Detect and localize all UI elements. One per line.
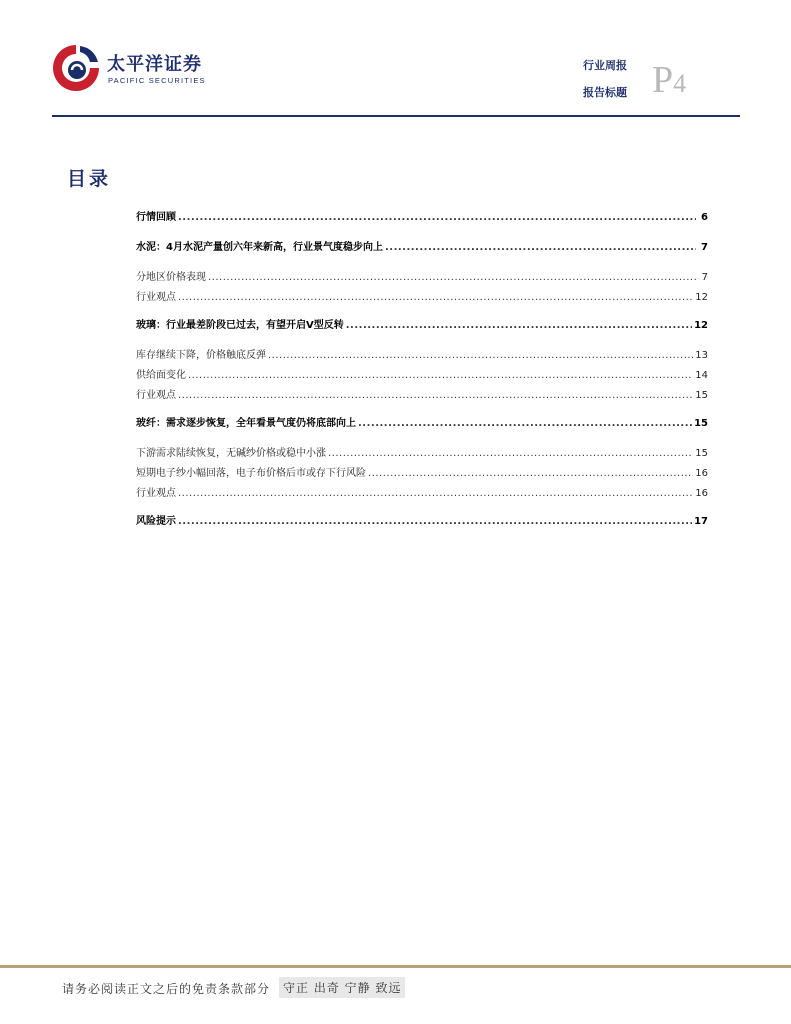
toc-entry-title: 风险提示 — [136, 516, 176, 527]
logo-chinese-name: 太平洋证券 — [107, 54, 202, 75]
toc-entry-title: 行业观点 — [136, 488, 176, 499]
toc-entry-title: 分地区价格表现 — [136, 272, 206, 283]
pacific-securities-emblem-icon — [50, 42, 102, 94]
toc-leader-dots — [178, 488, 693, 499]
header-divider — [52, 115, 740, 117]
toc-leader-dots — [358, 418, 692, 429]
toc-leader-dots — [346, 320, 692, 331]
toc-entry-title: 玻纤：需求逐步恢复，全年看景气度仍将底部向上 — [136, 418, 356, 429]
toc-leader-dots — [368, 468, 693, 479]
toc-leader-dots — [178, 292, 693, 303]
toc-leader-dots — [178, 516, 692, 527]
toc-entry-title: 玻璃：行业最差阶段已过去，有望开启V型反转 — [136, 320, 344, 331]
toc-entry-page: 13 — [695, 350, 708, 361]
toc-entry[interactable] — [136, 208, 708, 230]
toc-entry-page: 12 — [694, 320, 708, 331]
toc-entry-page: 15 — [694, 418, 708, 429]
toc-entry-page: 6 — [701, 212, 708, 223]
toc-entry-title: 水泥：4月水泥产量创六年来新高，行业景气度稳步向上 — [136, 242, 383, 253]
logo-english-name: PACIFIC SECURITIES — [108, 76, 206, 85]
toc-entry-title: 下游需求陆续恢复，无碱纱价格或稳中小涨 — [136, 448, 326, 459]
toc-entry[interactable] — [136, 238, 708, 260]
toc-entry[interactable] — [136, 512, 708, 534]
toc-entry[interactable] — [136, 484, 708, 504]
toc-entry-title: 行业观点 — [136, 390, 176, 401]
toc-entry[interactable] — [136, 464, 708, 484]
toc-entry[interactable] — [136, 414, 708, 436]
toc-entry-page: 17 — [694, 516, 708, 527]
toc-entry[interactable] — [136, 366, 708, 386]
toc-entry[interactable] — [136, 288, 708, 308]
toc-leader-dots — [268, 350, 693, 361]
company-logo — [50, 42, 220, 94]
report-type: 行业周报 — [583, 59, 627, 72]
toc-leader-dots — [188, 370, 693, 381]
page-number: 4 — [673, 69, 687, 98]
toc-entry[interactable] — [136, 316, 708, 338]
toc-entry-page: 15 — [695, 390, 708, 401]
toc-leader-dots — [208, 272, 696, 283]
toc-entry-page: 16 — [695, 468, 708, 479]
report-title: 报告标题 — [583, 86, 627, 99]
toc-heading: 目录 — [67, 168, 112, 190]
table-of-contents — [136, 208, 708, 534]
toc-entry-page: 12 — [695, 292, 708, 303]
footer-motto: 守正 出奇 宁静 致远 — [279, 977, 405, 998]
toc-entry[interactable] — [136, 386, 708, 406]
toc-entry-page: 7 — [701, 242, 708, 253]
toc-leader-dots — [385, 242, 696, 253]
toc-entry-page: 7 — [701, 272, 708, 283]
toc-entry[interactable] — [136, 346, 708, 366]
page-indicator — [652, 58, 686, 106]
toc-entry-page: 16 — [695, 488, 708, 499]
toc-entry-title: 库存继续下降，价格触底反弹 — [136, 350, 266, 361]
toc-entry[interactable] — [136, 444, 708, 464]
toc-entry-title: 行情回顾 — [136, 212, 176, 223]
page-prefix: P — [652, 59, 674, 101]
toc-leader-dots — [178, 212, 696, 223]
toc-entry[interactable] — [136, 268, 708, 288]
toc-entry-page: 15 — [695, 448, 708, 459]
toc-entry-title: 行业观点 — [136, 292, 176, 303]
toc-leader-dots — [328, 448, 693, 459]
toc-entry-title: 供给面变化 — [136, 370, 186, 381]
toc-entry-title: 短期电子纱小幅回落，电子布价格后市或存下行风险 — [136, 468, 366, 479]
toc-entry-page: 14 — [695, 370, 708, 381]
footer-disclaimer: 请务必阅读正文之后的免责条款部分 — [62, 982, 271, 996]
footer-divider — [0, 965, 791, 968]
toc-leader-dots — [178, 390, 693, 401]
